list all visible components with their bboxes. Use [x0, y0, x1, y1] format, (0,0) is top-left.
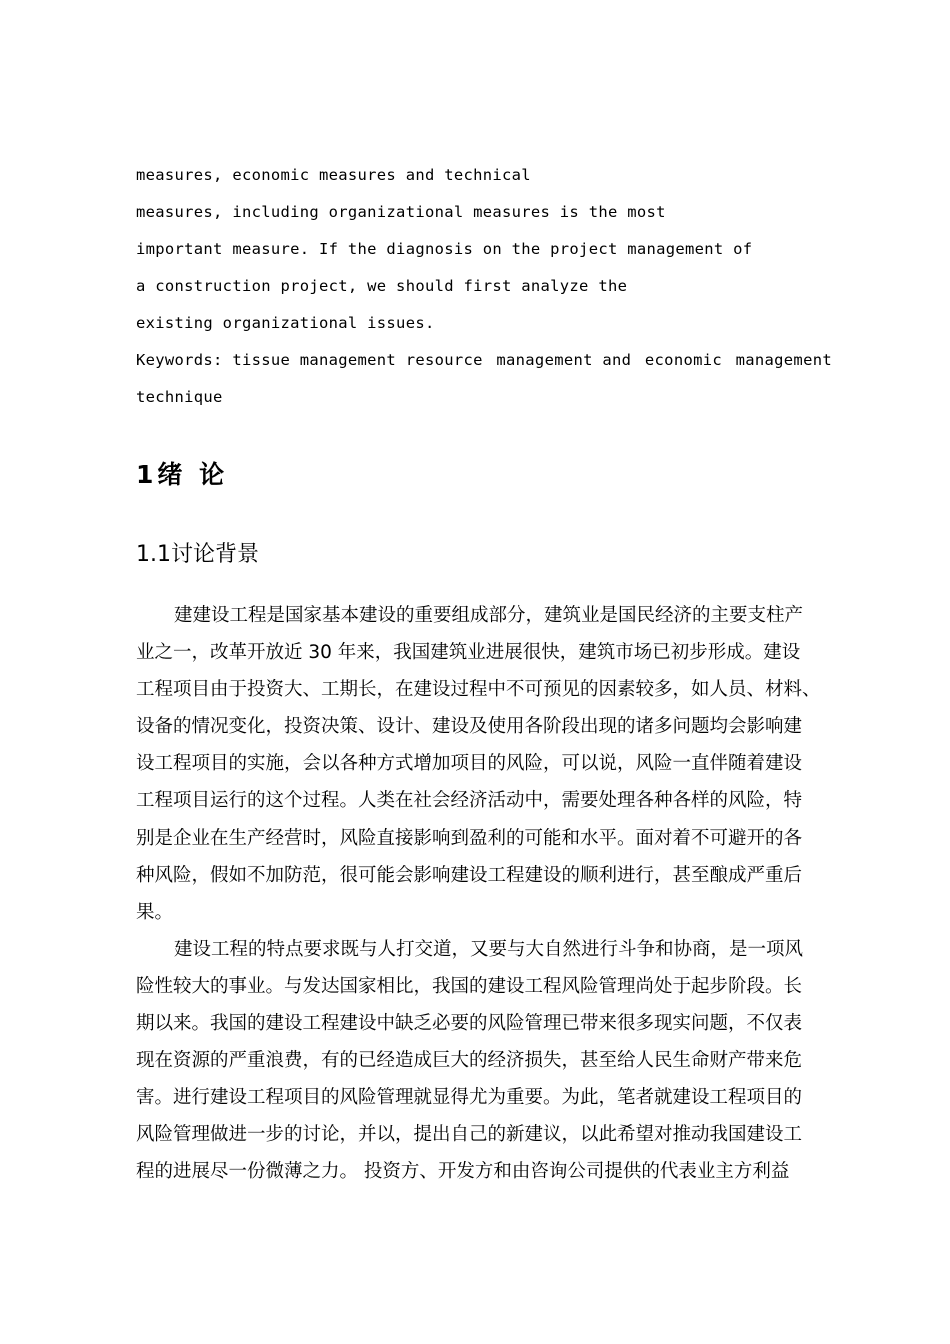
keywords-part: management — [735, 351, 832, 369]
paragraph-line: 种风险，假如不加防范，很可能会影响建设工程建设的顺利进行，甚至酿成严重后 — [136, 864, 803, 886]
abstract-line: measures, including organizational measures is the most — [136, 203, 666, 221]
paragraph-line: 害。进行建设工程项目的风险管理就显得尤为重要。为此，笔者就建设工程项目的 — [136, 1087, 803, 1109]
paragraph-line: 程的进展尽一份微薄之力。 投资方、开发方和由咨询公司提供的代表业主方利益 — [136, 1161, 790, 1183]
paragraph-line: 工程项目运行的这个过程。人类在社会经济活动中，需要处理各种各样的风险，特 — [136, 790, 803, 812]
paragraph-line: 险性较大的事业。与发达国家相比，我国的建设工程风险管理尚处于起步阶段。长 — [136, 975, 803, 997]
keywords-part: management and — [496, 351, 632, 369]
keywords-tail: technique — [136, 388, 223, 406]
paragraph-line: 建建设工程是国家基本建设的重要组成部分，建筑业是国民经济的主要支柱产 — [174, 605, 804, 626]
abstract-line: existing organizational issues. — [136, 314, 435, 332]
paragraph-line: 设备的情况变化，投资决策、设计、建设及使用各阶段出现的诸多问题均会影响建 — [136, 716, 803, 738]
keywords-line — [136, 348, 832, 385]
keywords-part: Keywords: tissue management resource — [136, 351, 483, 369]
paragraph-line: 风险管理做进一步的讨论，并以，提出自己的新建议，以此希望对推动我国建设工 — [136, 1124, 803, 1146]
paragraph-line: 工程项目由于投资大、工期长，在建设过程中不可预见的因素较多，如人员、材料、 — [136, 679, 821, 701]
english-abstract — [136, 163, 836, 422]
abstract-line: important measure. If the diagnosis on the project management of — [136, 240, 753, 258]
paragraph-line: 现在资源的严重浪费，有的已经造成巨大的经济损失，甚至给人民生命财产带来危 — [136, 1050, 803, 1072]
paragraph-line: 别是企业在生产经营时，风险直接影响到盈利的可能和水平。面对着不可避开的各 — [136, 827, 803, 849]
paragraph-line: 果。 — [136, 901, 174, 923]
section-title: 1.1讨论背景 — [136, 542, 259, 567]
abstract-line: a construction project, we should first analyze the — [136, 277, 628, 295]
body-text — [136, 603, 834, 1197]
paragraph-line: 业之一，改革开放近 30 年来，我国建筑业进展很快，建筑市场已初步形成。建设 — [136, 642, 801, 664]
paragraph-line: 建设工程的特点要求既与人打交道，又要与大自然进行斗争和协商，是一项风 — [174, 938, 804, 960]
abstract-line: measures, economic measures and technical — [136, 166, 531, 184]
chapter-title: 1绪 论 — [136, 460, 229, 489]
paragraph-line: 期以来。我国的建设工程建设中缺乏必要的风险管理已带来很多现实问题，不仅表 — [136, 1013, 803, 1035]
keywords-part: economic — [644, 351, 722, 369]
paragraph-line: 设工程项目的实施，会以各种方式增加项目的风险，可以说，风险一直伴随着建设 — [136, 753, 803, 775]
